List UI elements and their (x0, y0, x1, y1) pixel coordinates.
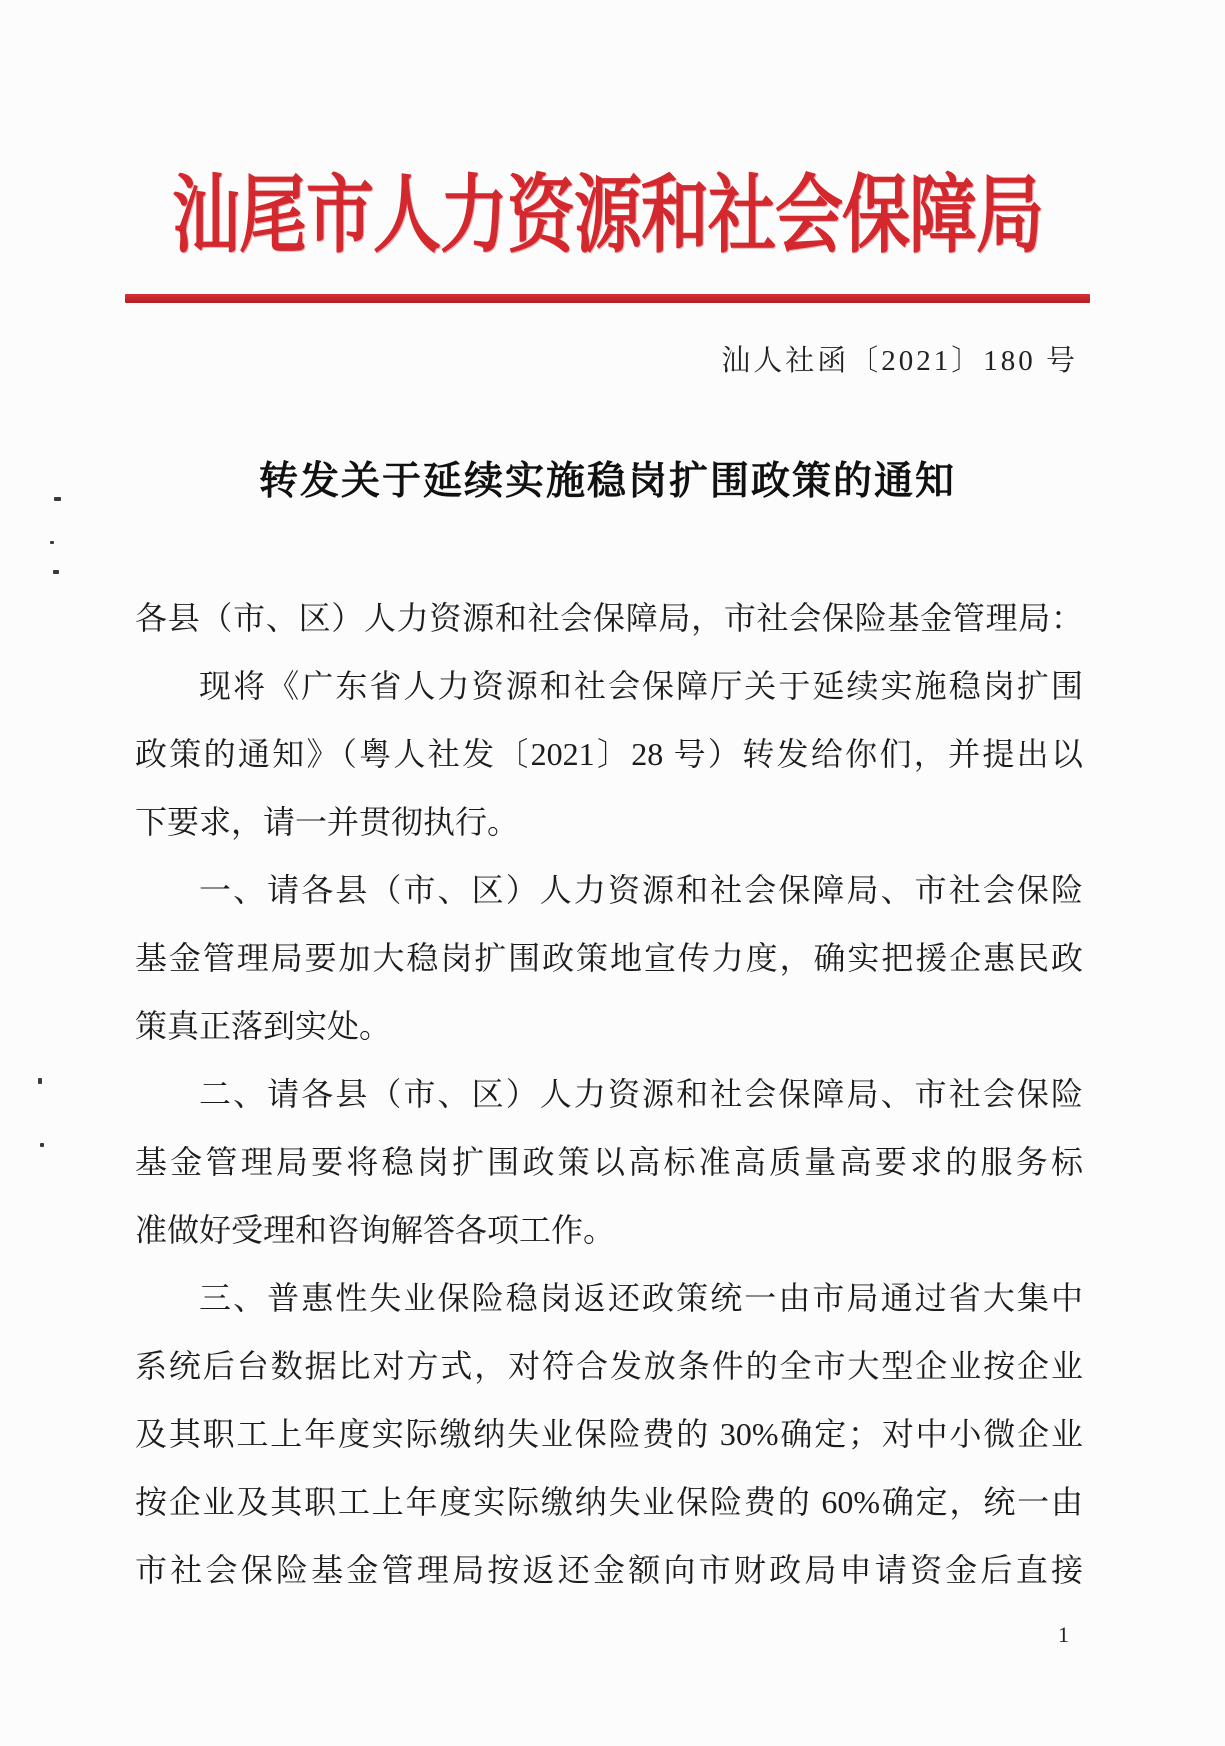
scan-speck (40, 1143, 44, 1147)
document-title: 转发关于延续实施稳岗扩围政策的通知 (258, 460, 956, 503)
scan-speck (38, 1078, 42, 1084)
letterhead-red-rule (125, 294, 1090, 303)
letterhead-agency-name: 汕尾市人力资源和社会保障局 (171, 168, 1043, 263)
body-line: 准做好受理和咨询解答各项工作。 (135, 1212, 616, 1248)
body-line: 下要求，请一并贯彻执行。 (135, 804, 520, 840)
body-line: 系统后台数据比对方式，对符合发放条件的全市大型企业按企业 (135, 1348, 1083, 1384)
document-number: 汕人社函〔2021〕180 号 (721, 345, 1078, 377)
body-line: 策真正落到实处。 (135, 1008, 392, 1044)
document-body (135, 584, 1083, 1604)
body-line: 基金管理局要将稳岗扩围政策以高标准高质量高要求的服务标 (135, 1144, 1083, 1180)
scan-speck (53, 570, 59, 574)
scan-speck (50, 541, 54, 544)
body-line: 政策的通知》（粤人社发〔2021〕28 号）转发给你们，并提出以 (135, 736, 1083, 772)
body-line: 一、请各县（市、区）人力资源和社会保障局、市社会保险 (199, 872, 1083, 908)
scan-speck (54, 497, 61, 501)
body-line: 市社会保险基金管理局按返还金额向市财政局申请资金后直接 (135, 1552, 1083, 1588)
body-line-salutation: 各县（市、区）人力资源和社会保障局，市社会保险基金管理局： (135, 600, 1083, 636)
body-line: 现将《广东省人力资源和社会保障厅关于延续实施稳岗扩围 (199, 668, 1083, 704)
page-number: 1 (1058, 1622, 1069, 1647)
body-line: 按企业及其职工上年度实际缴纳失业保险费的 60%确定，统一由 (135, 1484, 1083, 1520)
body-line: 基金管理局要加大稳岗扩围政策地宣传力度，确实把援企惠民政 (135, 940, 1083, 976)
body-line: 二、请各县（市、区）人力资源和社会保障局、市社会保险 (199, 1076, 1083, 1112)
body-line: 及其职工上年度实际缴纳失业保险费的 30%确定；对中小微企业 (135, 1416, 1083, 1452)
body-line: 三、普惠性失业保险稳岗返还政策统一由市局通过省大集中 (199, 1280, 1083, 1316)
